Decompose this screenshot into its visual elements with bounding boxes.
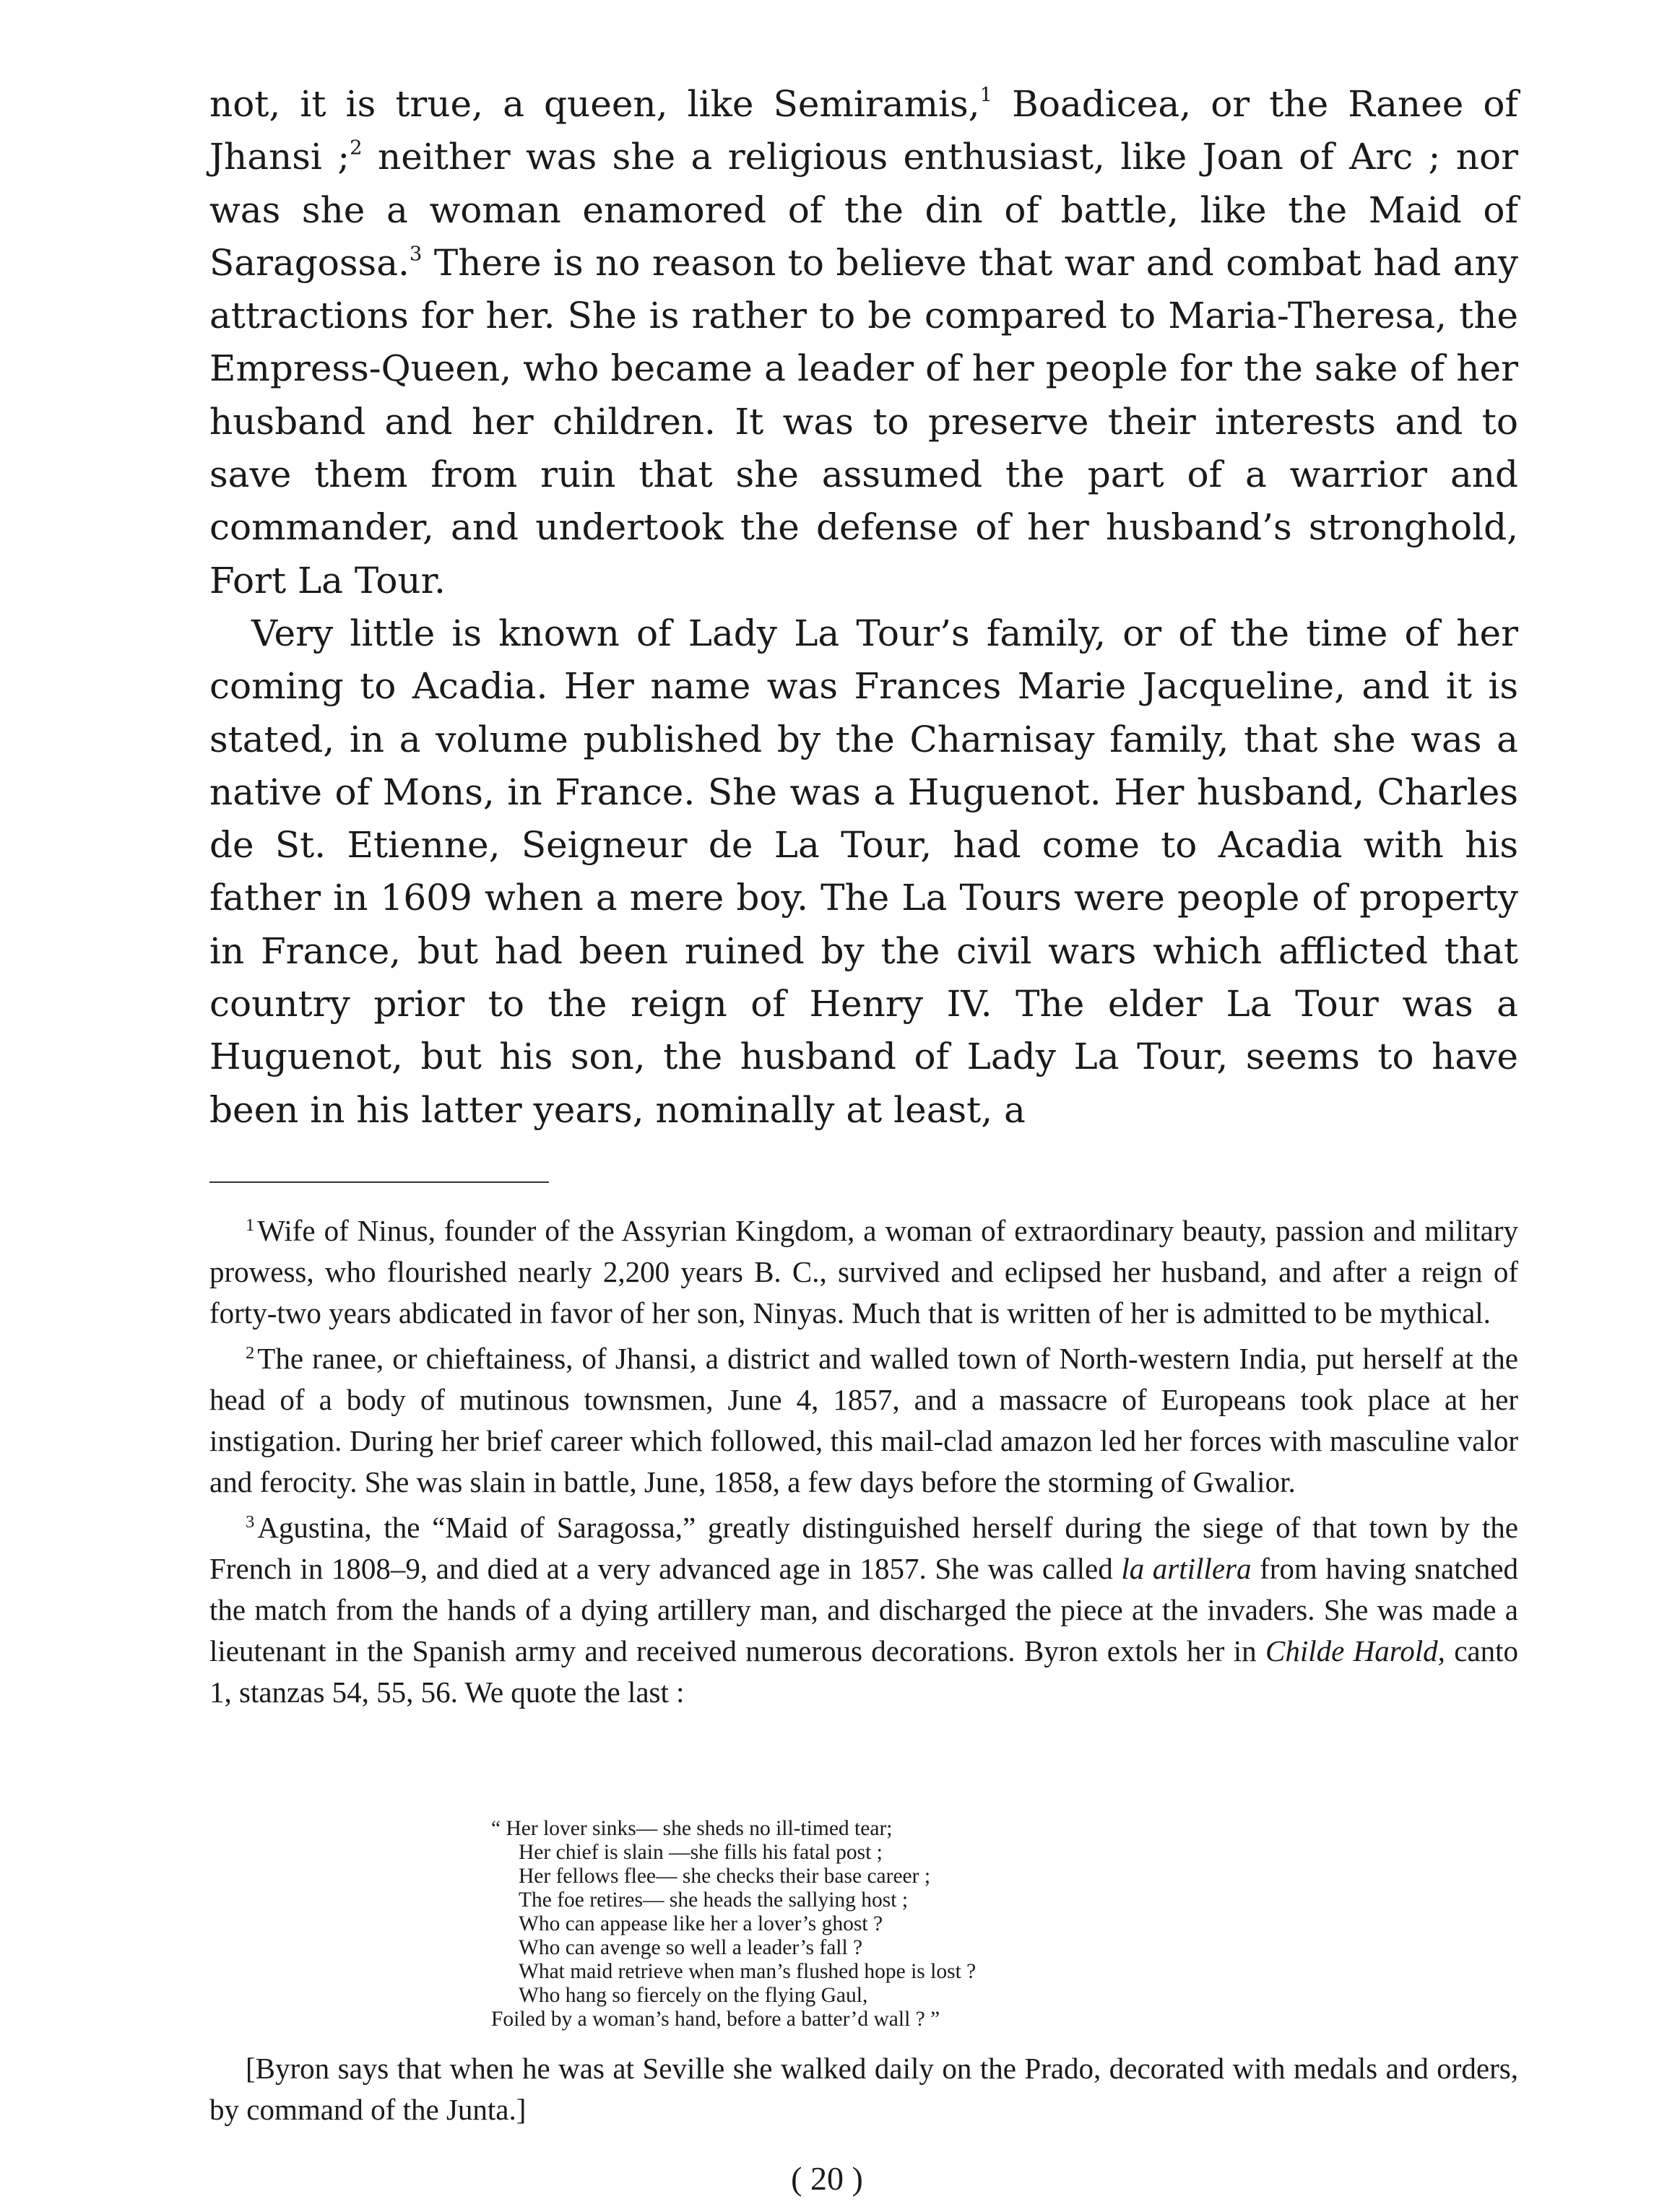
footnote-ref-1[interactable]: 1: [979, 83, 993, 107]
footnote-ref-2[interactable]: 2: [350, 136, 363, 160]
poem-line: What maid retrieve when man’s flushed hope is lost ?: [519, 1960, 977, 1983]
text-run: not, it is true, a queen, like Semiramis,: [209, 83, 980, 125]
poem-line: The foe retires— she heads the sallying host ;: [519, 1888, 909, 1912]
poem-line: Her chief is slain —she fills his fatal post ;: [519, 1841, 883, 1864]
poem-quote: [491, 1817, 1358, 2031]
footnote-1: [209, 1210, 1518, 1334]
footnote-mark: 2: [246, 1343, 255, 1363]
main-text: [209, 78, 1518, 1137]
poem-line: Foiled by a woman’s hand, before a batter’d wall ? ”: [491, 2008, 940, 2031]
footnote-mark: 1: [246, 1215, 255, 1236]
footnote-text: from having snatched the match from the hands of a dying artillery man, and discharged the piece at the invaders. She was made a lieutenant in the Spanish army and received numerous decorations. Byron extols her in: [209, 1552, 1518, 1667]
footnote-divider: [209, 1181, 549, 1183]
poem-line: Who can avenge so well a leader’s fall ?: [519, 1936, 863, 1959]
footnote-mark: 3: [246, 1512, 255, 1532]
poem-line: Who hang so fiercely on the flying Gaul,: [519, 1984, 868, 2007]
text-run: There is no reason to believe that war and combat had any attractions for her. She is rather to be compared to Maria-Theresa, the Empress-Queen, who became a leader of her people for the sake of her husband and her children. It was to preserve their interests and to save them from ruin that she assumed the part of a warrior and commander, and undertook the defense of her husband’s stronghold, Fort La Tour.: [209, 241, 1518, 602]
text-run: neither was she a religious enthusiast, like Joan of Arc ; nor was she a woman enamored of the din of battle, like the Maid of Saragossa.: [209, 136, 1518, 284]
footnote-text: The ranee, or chieftainess, of Jhansi, a district and walled town of North-western India, put herself at the head of a body of mutinous townsmen, June 4, 1857, and a massacre of Europeans took place at her instigation. During her brief career which followed, this mail-clad amazon led her forces with masculine valor and ferocity. She was slain in battle, June, 1858, a few days before the storming of Gwalior.: [209, 1342, 1518, 1498]
footnotes: [209, 1210, 1518, 1717]
footnote-2: [209, 1338, 1518, 1503]
footnote-text: Agustina, the “Maid of Saragossa,” greatly distinguished herself during the siege of that town by the French in 1808–9, and died at a very advanced age in 1857. She was called: [209, 1511, 1518, 1585]
footnote-text: canto 1, stanzas 54, 55, 56. We quote the last :: [209, 1634, 1519, 1709]
text-run: Boadicea, or the Ranee of Jhansi ;: [209, 83, 1518, 178]
poem-line: Who can appease like her a lover’s ghost ?: [519, 1912, 883, 1935]
paragraph-2: Very little is known of Lady La Tour’s family, or of the time of her coming to Acadia. Her name was Frances Marie Jacqueline, and it is stated, in a volume published by the Charnisay family, that she was a native of Mons, in France. She was a Huguenot. Her husband, Charles de St. Etienne, Seigneur de La Tour, had come to Acadia with his father in 1609 when a mere boy. The La Tours were people of property in France, but had been ruined by the civil wars which afflicted that country prior to the reign of Henry IV. The elder La Tour was a Huguenot, but his son, the husband of Lady La Tour, seems to have been in his latter years, nominally at least, a: [209, 612, 1518, 1131]
footnote-3: [209, 1507, 1518, 1713]
footnote-ref-3[interactable]: 3: [409, 242, 423, 266]
footnote-text: Wife of Ninus, founder of the Assyrian Kingdom, a woman of extraordinary beauty, passion and military prowess, who flourished nearly 2,200 years B. C., survived and eclipsed her husband, and after a reign of forty-two years abdicated in favor of her son, Ninyas. Much that is written of her is admitted to be mythical.: [209, 1214, 1518, 1330]
poem-line: Her fellows flee— she checks their base career ;: [519, 1865, 931, 1888]
byron-note: [Byron says that when he was at Seville she walked daily on the Prado, decorated with medals and orders, by command of the Junta.]: [209, 2052, 1518, 2126]
poem-line: “ Her lover sinks— she sheds no ill-timed tear;: [491, 1817, 893, 1840]
page-number: ( 20 ): [791, 2160, 863, 2197]
book-title: Childe Harold,: [1265, 1634, 1445, 1667]
paragraph-1: [209, 78, 1518, 607]
italic-term: la artillera: [1121, 1552, 1252, 1585]
